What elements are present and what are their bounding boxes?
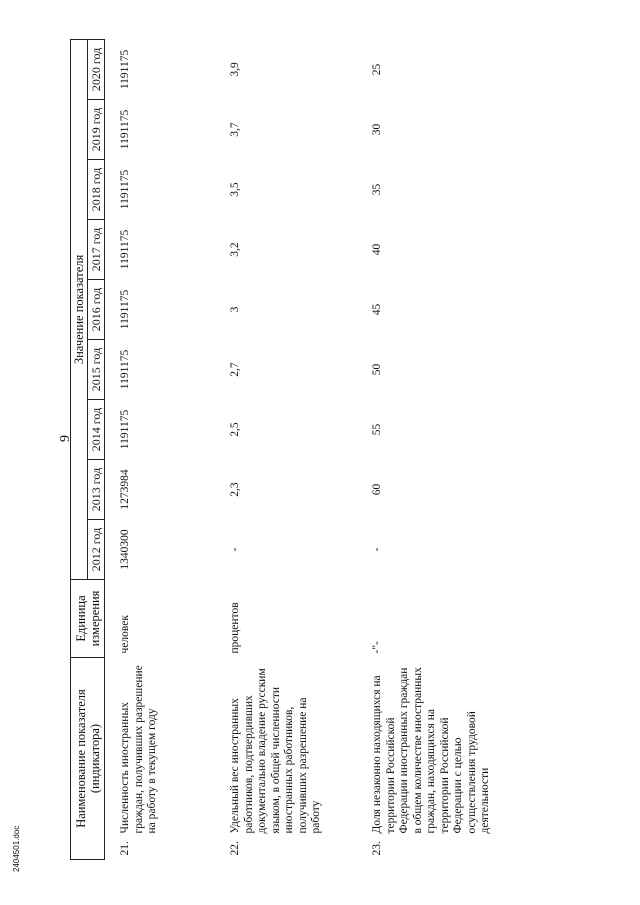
value-cell: 45 — [371, 303, 383, 316]
value-cell: 1191175 — [119, 109, 131, 150]
indicator-table-rotated — [70, 40, 630, 860]
header-year: 2015 год — [88, 340, 105, 400]
value-cell: 1191175 — [119, 289, 131, 330]
header-year: 2017 год — [88, 220, 105, 280]
header-year: 2016 год — [88, 280, 105, 340]
header-year: 2012 год — [88, 520, 105, 580]
table-row — [105, 39, 216, 859]
indicator-table — [70, 39, 551, 860]
value-cell: 1191175 — [119, 349, 131, 390]
value-cell: 40 — [371, 243, 383, 256]
value-cell: 1191175 — [119, 169, 131, 210]
value-cell: 1191175 — [119, 409, 131, 450]
file-name-footer: 2404501.doc — [12, 825, 21, 872]
indicator-unit: процентов — [229, 602, 241, 654]
value-cell: 35 — [371, 183, 383, 196]
value-cell: 3,5 — [229, 182, 241, 197]
value-cell: 3 — [229, 306, 241, 313]
row-number: 21. — [119, 841, 131, 856]
value-cell: - — [371, 547, 383, 552]
page-number: 9 — [58, 435, 73, 442]
indicator-name: Доля незаконно находящихся на территории Российской Федерации иностранных граждан в общем количестве иностранных граждан, находящихся на территории Российской Федерации с целью осуществления трудовой деятельности — [371, 667, 491, 834]
header-year: 2019 год — [88, 100, 105, 160]
value-cell: 3,9 — [229, 62, 241, 77]
indicator-unit: -"- — [371, 641, 383, 654]
header-indicator-name: Наименование показателя (индикатора) — [71, 658, 105, 860]
row-number: 23. — [371, 841, 383, 856]
value-cell: 30 — [371, 123, 383, 136]
value-cell: 1273984 — [119, 469, 131, 510]
table-row — [357, 39, 551, 859]
indicator-unit: человек — [119, 615, 131, 654]
header-unit: Единица измерения — [71, 580, 105, 658]
indicator-name: Численность иностранных граждан, получивших разрешение на работу в текущем году — [119, 665, 158, 834]
value-cell: 60 — [371, 483, 383, 496]
value-cell: 1191175 — [119, 229, 131, 270]
header-year: 2013 год — [88, 460, 105, 520]
indicator-name: Удельный вес иностранных работников, подтвердивших документально владение русским языком, в общей численности иностранных работников, получивших разрешение на работу — [229, 668, 322, 834]
value-cell: 2,5 — [229, 422, 241, 437]
value-cell: 2,7 — [229, 362, 241, 377]
value-cell: - — [229, 547, 241, 552]
header-year: 2020 год — [88, 39, 105, 99]
value-cell: 3,7 — [229, 122, 241, 137]
value-cell: 55 — [371, 423, 383, 436]
table-row — [215, 39, 357, 859]
value-cell: 1340300 — [119, 529, 131, 570]
row-number: 22. — [229, 841, 241, 856]
header-year: 2018 год — [88, 160, 105, 220]
value-cell: 3,2 — [229, 242, 241, 257]
header-year: 2014 год — [88, 400, 105, 460]
value-cell: 50 — [371, 363, 383, 376]
value-cell: 25 — [371, 63, 383, 76]
value-cell: 1191175 — [119, 49, 131, 90]
header-values: Значение показателя — [71, 39, 88, 579]
value-cell: 2,3 — [229, 482, 241, 497]
